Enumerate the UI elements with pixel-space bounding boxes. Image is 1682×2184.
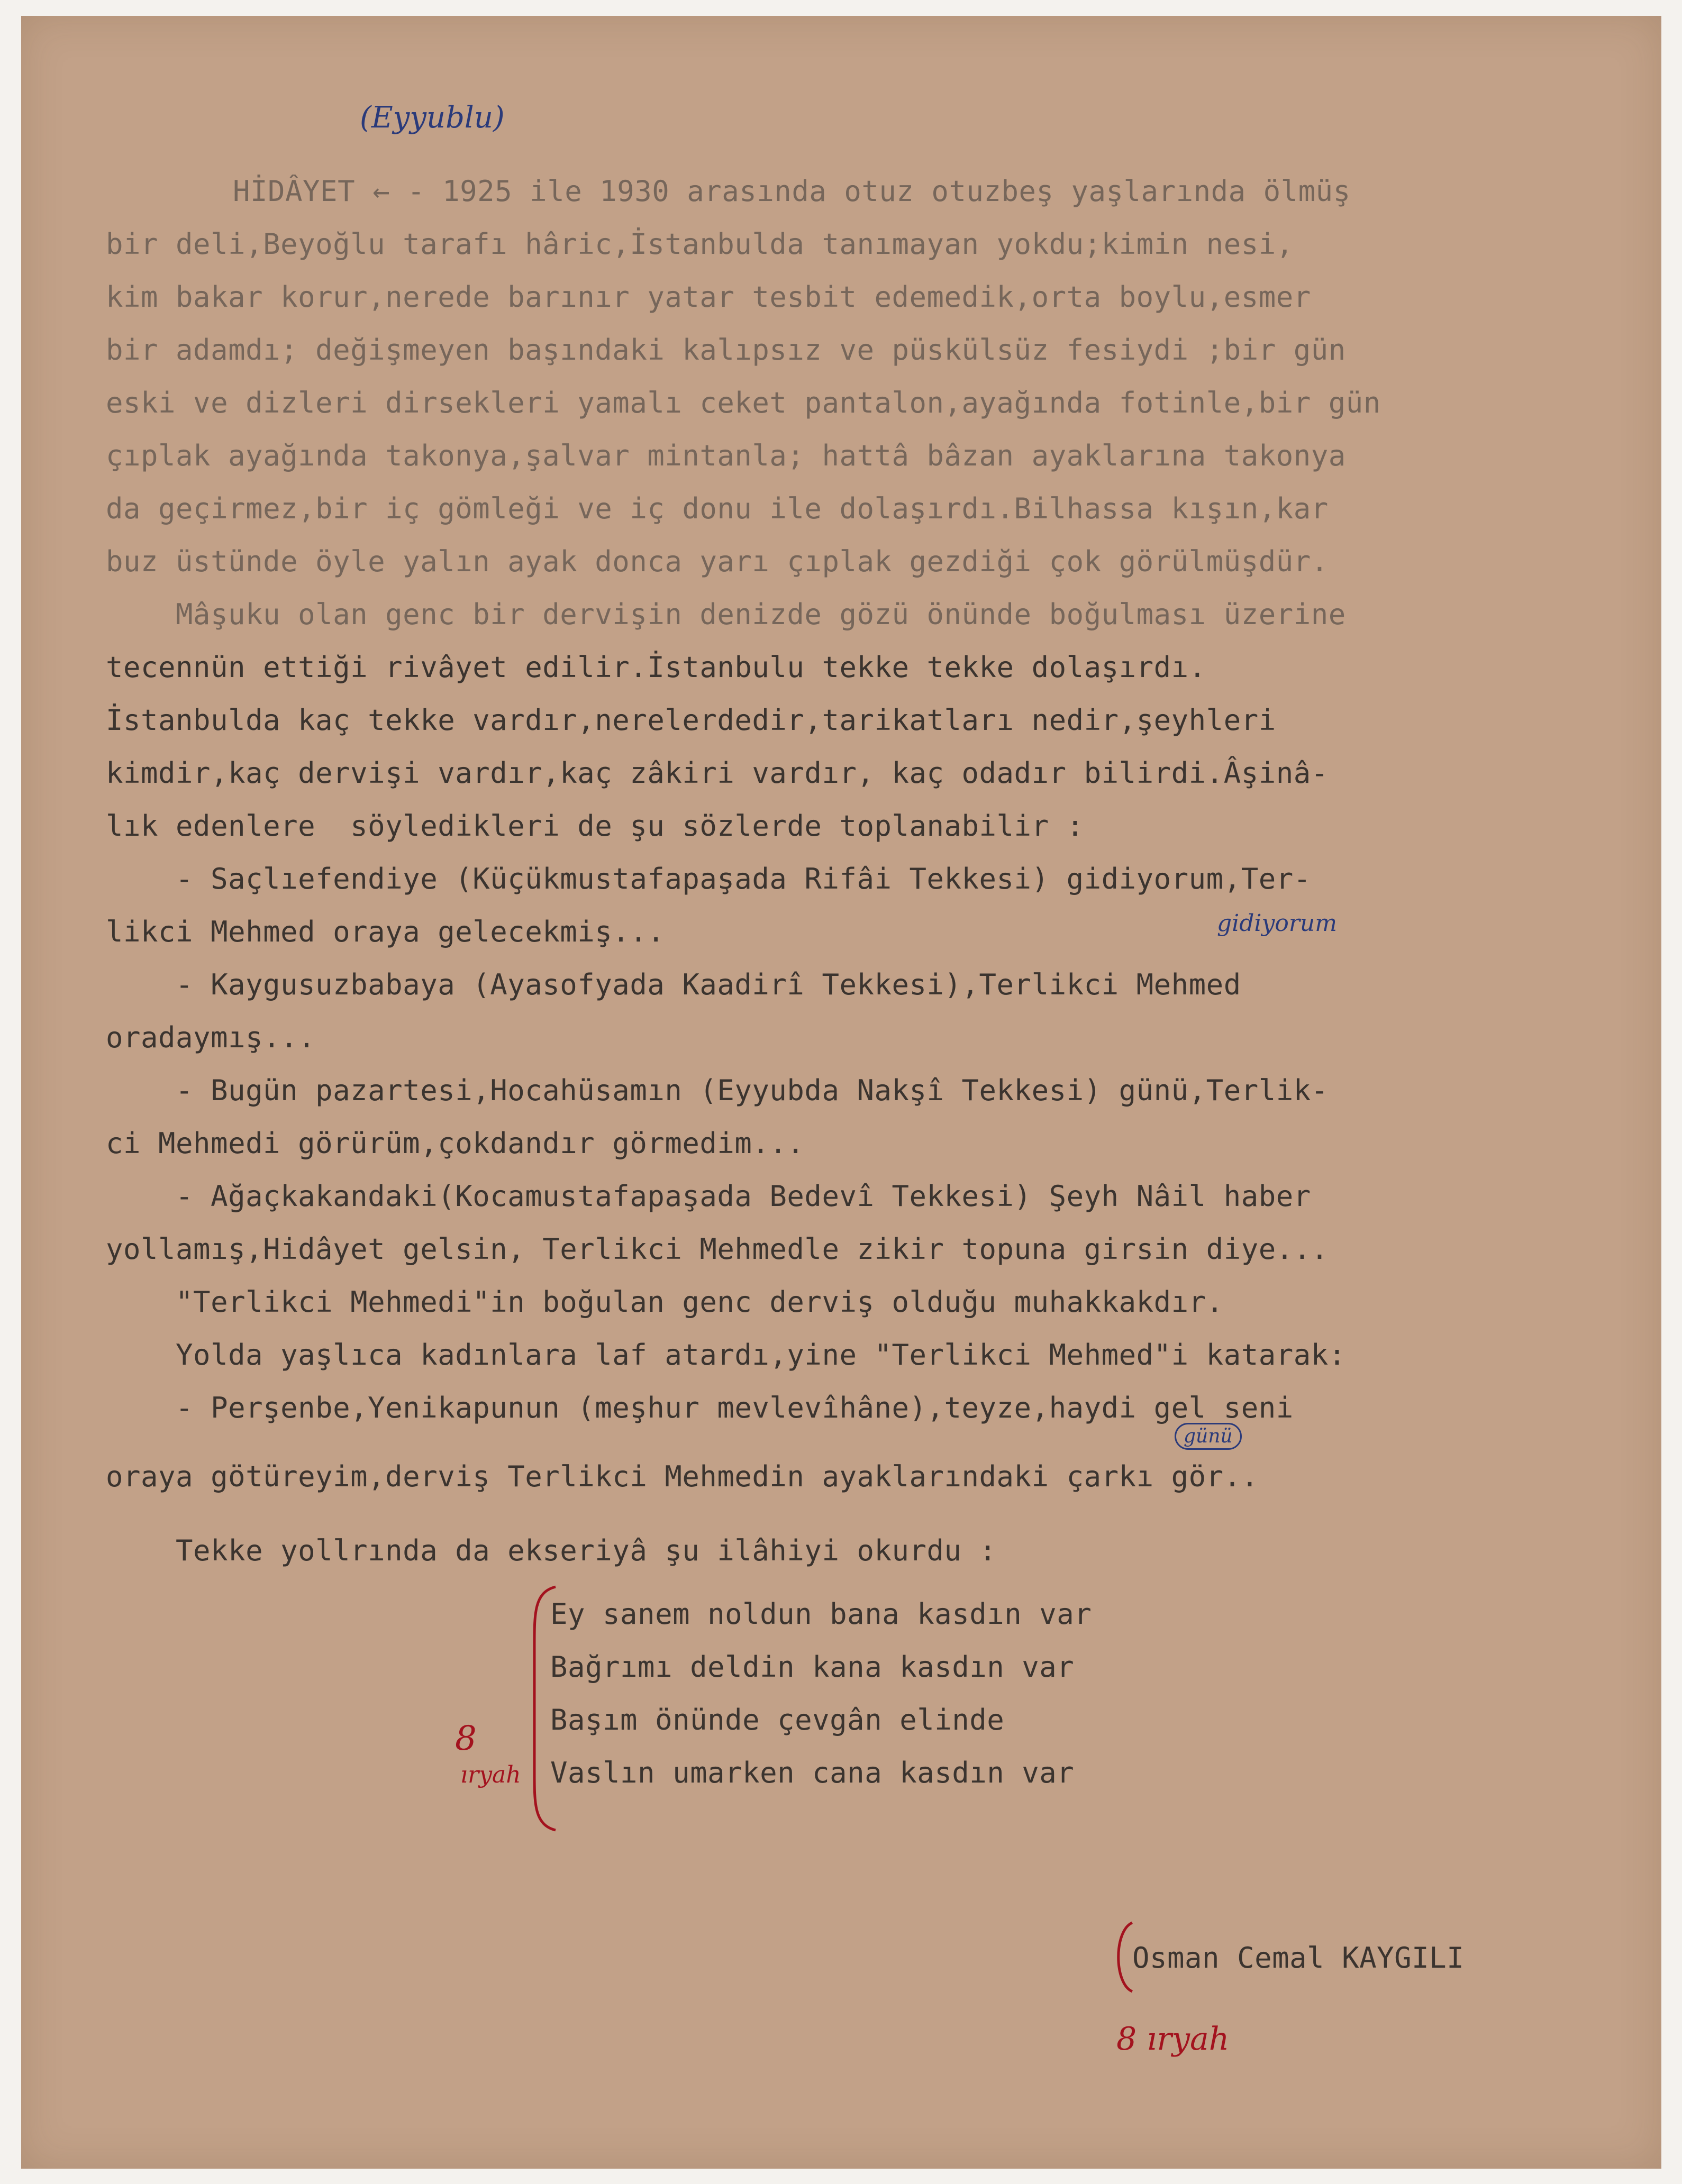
eyyublu-note: (Eyyublu) [360, 100, 505, 135]
body-line-4: bir adamdı; değişmeyen başındaki kalıpsız ve püskülsüz fesiydi ;bir gün [106, 333, 1346, 367]
body-line-24: - Perşenbe,Yenikapunun (meşhur mevlevîhâne),teyze,haydi gel seni [106, 1391, 1294, 1424]
body-line-3: kim bakar korur,nerede barınır yatar tesbit edemedik,orta boylu,esmer [106, 280, 1311, 314]
body-line-22: "Terlikci Mehmedi"in boğulan genc derviş olduğu muhakkakdır. [106, 1285, 1224, 1319]
body-line-16: - Kaygusuzbabaya (Ayasofyada Kaadirî Tekkesi),Terlikci Mehmed [106, 968, 1241, 1001]
body-line-18: - Bugün pazartesi,Hocahüsamın (Eyyubda Nakşî Tekkesi) günü,Terlik- [106, 1074, 1329, 1107]
body-line-26: Tekke yollrında da ekseriyâ şu ilâhiyi okurdu : [106, 1534, 997, 1567]
body-line-19: ci Mehmedi görürüm,çokdandır görmedim... [106, 1127, 805, 1160]
body-line-1: HİDÂYET ← - 1925 ile 1930 arasında otuz otuzbeş yaşlarında ölmüş [233, 175, 1351, 208]
body-line-7: da geçirmez,bir iç gömleği ve iç donu ile dolaşırdı.Bilhassa kışın,kar [106, 492, 1329, 525]
paper-sheet [21, 16, 1661, 2169]
body-line-21: yollamış,Hidâyet gelsin, Terlikci Mehmedle zikir topuna girsin diye... [106, 1232, 1329, 1266]
body-line-6: çıplak ayağında takonya,şalvar mintanla; hattâ bâzan ayaklarına takonya [106, 439, 1346, 472]
poem-line-3: Başım önünde çevgân elinde [550, 1703, 1005, 1737]
gunu-annotation: günü [1175, 1423, 1242, 1450]
body-line-11: İstanbulda kaç tekke vardır,nerelerdedir,tarikatları nedir,şeyhleri [106, 703, 1276, 737]
poem-margin-number: 8 [455, 1719, 477, 1758]
body-line-13: lık edenlere söyledikleri de şu sözlerde toplanabilir : [106, 809, 1084, 843]
signature: Osman Cemal KAYGILI [1132, 1941, 1465, 1975]
poem-line-1: Ey sanem noldun bana kasdın var [550, 1597, 1092, 1631]
poem-line-2: Bağrımı deldin kana kasdın var [550, 1650, 1075, 1684]
body-line-9: Mâşuku olan genc bir dervişin denizde gözü önünde boğulması üzerine [106, 598, 1346, 631]
signature-note: 8 ıryah [1116, 2021, 1230, 2058]
gidiyorum-annotation: gidiyorum [1217, 910, 1337, 937]
body-line-14: - Saçlıefendiye (Küçükmustafapaşada Rifâi Tekkesi) gidiyorum,Ter- [106, 862, 1311, 895]
body-line-12: kimdir,kaç dervişi vardır,kaç zâkiri vardır, kaç odadır bilirdi.Âşinâ- [106, 756, 1329, 790]
body-line-5: eski ve dizleri dirsekleri yamalı ceket pantalon,ayağında fotinle,bir gün [106, 386, 1381, 419]
body-line-17: oradaymış... [106, 1021, 316, 1054]
body-line-20: - Ağaçkakandaki(Kocamustafapaşada Bedevî Tekkesi) Şeyh Nâil haber [106, 1180, 1311, 1213]
poem-margin-word: ıryah [460, 1761, 521, 1788]
body-line-15: likci Mehmed oraya gelecekmiş... [106, 915, 665, 948]
poem-line-4: Vaslın umarken cana kasdın var [550, 1756, 1075, 1789]
body-line-23: Yolda yaşlıca kadınlara laf atardı,yine "Terlikci Mehmed"i katarak: [106, 1338, 1346, 1372]
body-line-10: tecennün ettiği rivâyet edilir.İstanbulu tekke tekke dolaşırdı. [106, 651, 1206, 684]
body-line-25: oraya götüreyim,derviş Terlikci Mehmedin ayaklarındaki çarkı gör.. [106, 1460, 1259, 1493]
body-line-8: buz üstünde öyle yalın ayak donca yarı çıplak gezdiği çok görülmüşdür. [106, 545, 1329, 578]
body-line-2: bir deli,Beyoğlu tarafı hâric,İstanbulda tanımayan yokdu;kimin nesi, [106, 227, 1294, 261]
